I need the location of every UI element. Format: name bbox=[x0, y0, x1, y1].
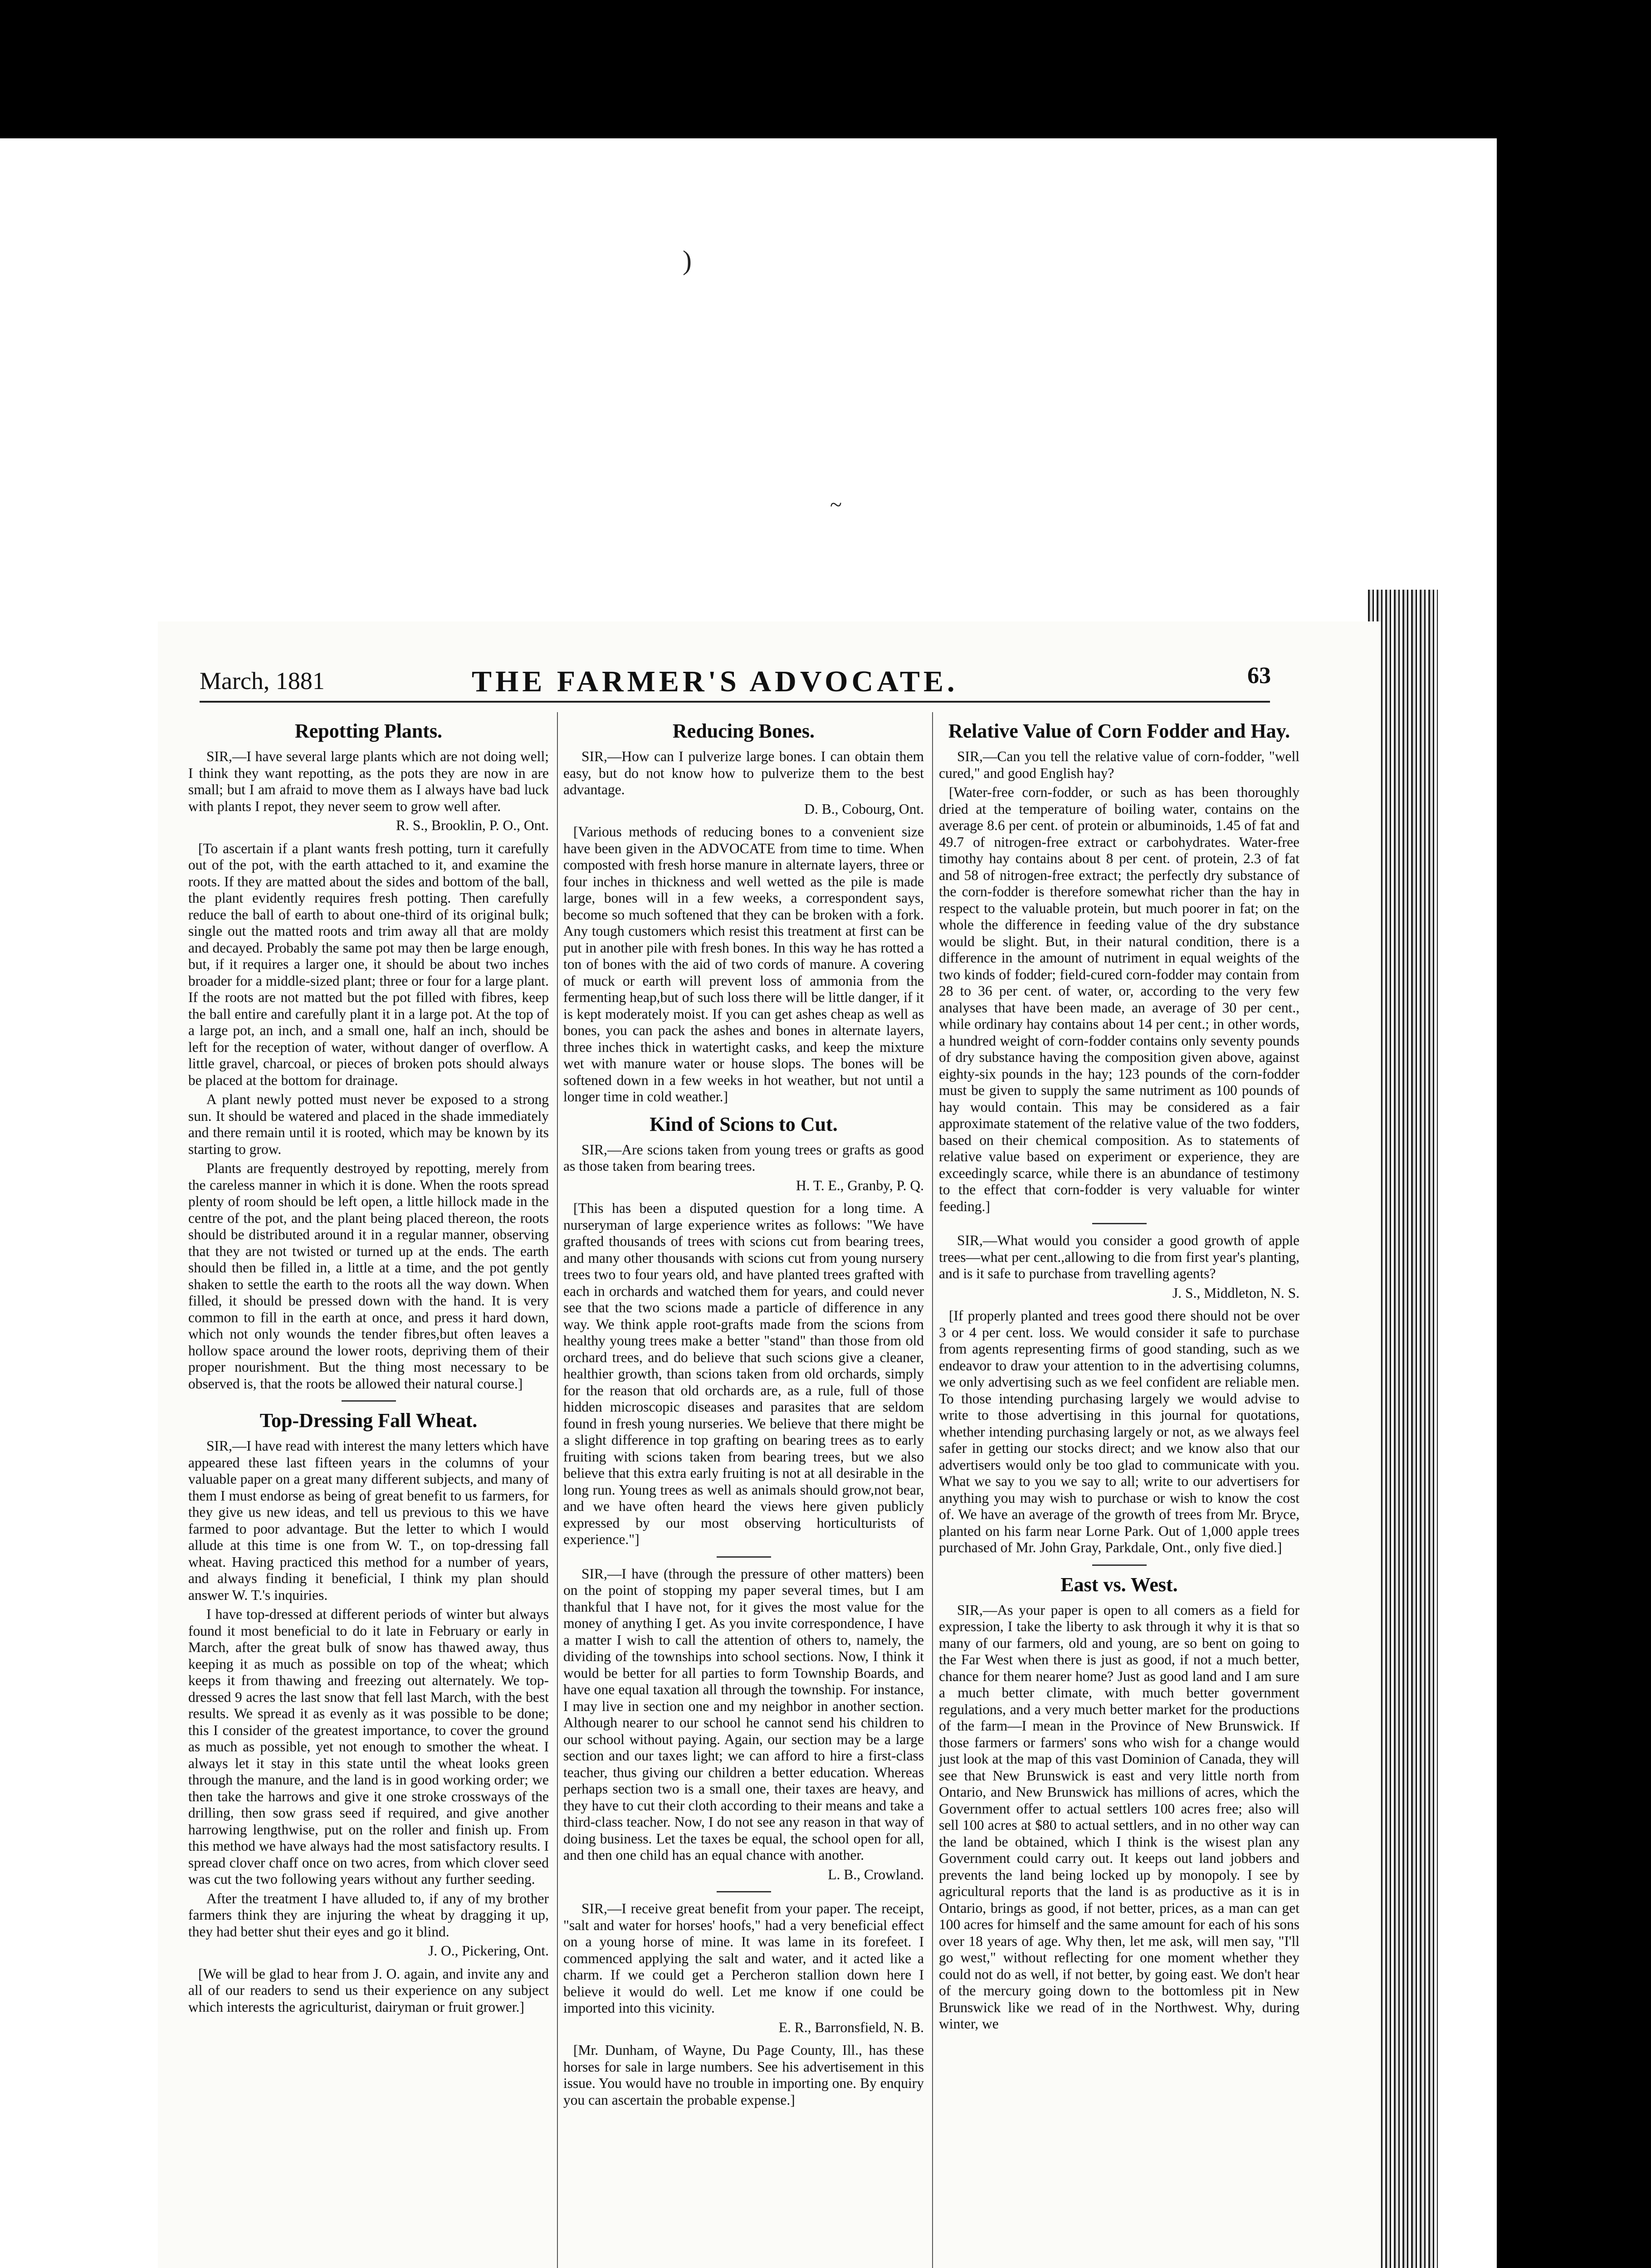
signature: R. S., Brooklin, P. O., Ont. bbox=[396, 817, 549, 833]
letter-text: SIR,—I receive great benefit from your paper. The receipt, "salt and water for horses' hoofs," had a very beneficial effect on a young horse of mine. It was lame in its forefeet. I commenced applying the salt and water, and it acted like a charm. If we could get a Percheron stallion down here I believe it would do well. Let me know if one could be imported into this vicinity. bbox=[563, 1901, 924, 2016]
letter-text: SIR,—I have (through the pressure of other matters) been on the point of stopping my paper several times, but I am thankful that I have not, for it gives the most value for the money of anything I get. As you invite correspondence, I have a matter I wish to call the attention of others to, namely, the dividing of the townships into school sections. Now, I think it would be better for all parties to form Township Boards, and have one equal taxation all through the township. For instance, I may live in section one and my neighbor in another section. Although nearer to our school he cannot send his children to our school without paying. Again, our section may be a large section and our taxes light; we can afford to hire a first-class teacher, thus giving our children a better education. Whereas perhaps section two is a small one, their taxes are heavy, and they have to cut their cloth according to their means and take a third-class teacher. Now, I do not see any reason in that way of doing business. Let the taxes be equal, the school open for all, and then one child has an equal chance with another. bbox=[563, 1565, 924, 1863]
section-rule bbox=[717, 1891, 771, 1892]
column-1 bbox=[188, 712, 549, 2018]
editor-reply: [To ascertain if a plant wants fresh potting, turn it carefully out of the pot, with the earth attached to it, and examine the roots. If they are matted about the sides and bottom of the ball, the plant evidently requires fresh potting. Then carefully reduce the ball of earth to about one-third of its original bulk; single out the matted roots and trim away all that are moldy and decayed. Probably the same pot may then be large enough, but, if it requires a larger one, it should be about two inches broader for a middle-sized plant; three or four for a large plant. If the roots are not matted but the pot filled with fibres, keep the ball entire and carefully plant it in a large pot. At the top of a large pot, an inch, and a small one, half an inch, should be left for the reception of water, without danger of overflow. A little gravel, charcoal, or pieces of broken pots should always be placed at the bottom for drainage. bbox=[188, 840, 549, 1088]
letter-text: SIR,—I have read with interest the many letters which have appeared these last fifteen years in the columns of your valuable paper on a great many different subjects, and many of them I must endorse as being of great benefit to us farmers, for they give us new ideas, and tell us previous to this we have farmed to poor advantage. But the letter to which I would allude at this time is one from W. T., on top-dressing fall wheat. Having practiced this method for a number of years, and always finding it beneficial, I think my plan should answer W. T.'s inquiries. bbox=[188, 1438, 549, 1603]
article-title: East vs. West. bbox=[1060, 1573, 1178, 1596]
letter-text: SIR,—I have several large plants which are not doing well; I think they want repotting, as the pots they are now in are small; but I am afraid to move them as I always have bad luck with plants I repot, they never seem to grow well after. bbox=[188, 748, 549, 814]
masthead-title: THE FARMER'S ADVOCATE. bbox=[472, 665, 958, 698]
editor-reply: [Water-free corn-fodder, or such as has been thoroughly dried at the temperature of boiling water, contains on the average 8.6 per cent. of protein or albuminoids, 1.45 of fat and 49.7 of nitrogen-free extract or carbohydrates. Water-free timothy hay contains about 8 per cent. of protein, 2.3 of fat and 58 of nitrogen-free extract; the perfectly dry substance of the corn-fodder is therefore somewhat richer than the hay in respect to the valuable protein, but much poorer in fat; on the whole the difference in feeding value of the dry substance would be slight. But, in their natural condition, there is a difference in the amount of nutriment in equal weights of the two kinds of fodder; field-cured corn-fodder may contain from 28 to 36 per cent. of water, or, according to the very few analyses that have been made, an average of 30 per cent., while ordinary hay contains about 14 per cent.; in other words, a hundred weight of corn-fodder contains only seventy pounds of dry substance having the composition given above, against eighty-six pounds in the hay; 123 pounds of the corn-fodder must be given to supply the same nutriment as 100 pounds of hay would contain. This may be considered as a fair approximate statement of the relative value of the two fodders, based on their chemical composition. As to statements of relative value based on experiment or experience, they are exceedingly scarce, while there is an abundance of testimony to the effect that corn-fodder is very valuable for winter feeding.] bbox=[939, 784, 1299, 1214]
letter-text: SIR,—Are scions taken from young trees or grafts as good as those taken from bearing trees. bbox=[563, 1141, 924, 1174]
letter-text: SIR,—Can you tell the relative value of corn-fodder, "well cured," and good English hay? bbox=[939, 748, 1299, 781]
signature: D. B., Cobourg, Ont. bbox=[804, 801, 924, 817]
editor-reply: [If properly planted and trees good there should not be over 3 or 4 per cent. loss. We would consider it safe to purchase from agents representing firms of good standing, such as we endeavor to draw your attention to in the advertising columns, we only advertising such as we feel confident are reliable men. To those intending purchasing largely we would advise to write to those advertising in this journal for quotations, whether intending purchasing largely or not, as we always feel safer in getting our stocks direct; and we know also that our advertisers would only be too glad to communicate with you. What we say to you we say to all; write to our advertisers for anything you may wish to purchase or wish to know the cost of. We have an average of the growth of trees from Mr. Bryce, planted on his farm near Lorne Park. Out of 1,000 apple trees purchased of Mr. John Gray, Parkdale, Ont., only five died.] bbox=[939, 1308, 1299, 1555]
letter-text: SIR,—As your paper is open to all comers as a field for expression, I take the liberty to ask through it why it is that so many of our farmers, old and young, are so bent on going to the Far West when there is just as good, if not a much better, chance for them nearer home? Just as good land and I am sure a much better climate, with much better government regulations, and a very much better market for the productions of the farm—I mean in the Province of New Brunswick. If those farmers or farmers' sons who wish for a change would just look at the map of this vast Dominion of Canada, they will see that New Brunswick is east and very little north from Ontario, and New Brunswick has millions of acres, which the Government offer to actual settlers 100 acres free; also will sell 100 acres at $80 to actual settlers, and in no other way can the land be obtained, which I think is the wisest plan any Government could carry out. It keeps out land jobbers and prevents the land being locked up by monopoly. I see by agricultural reports that the land is as productive as it is in Ontario, brings as good, if not better, prices, as a man can get 100 acres for himself and the same amount for each of his sons over 18 years of age. Why then, let me ask, will men say, "I'll go west," without reflecting for one moment whether they could not do as well, if not better, by going east. We don't hear of the mercury going down to the bottomless pit in New Brunswick like we read of in the Northwest. Why, during winter, we bbox=[939, 1602, 1299, 2032]
article-title: Relative Value of Corn Fodder and Hay. bbox=[948, 720, 1290, 742]
section-rule bbox=[1092, 1223, 1147, 1224]
column-2 bbox=[563, 712, 924, 2111]
ink-mark: ~ bbox=[830, 493, 842, 517]
editor-reply: [Various methods of reducing bones to a convenient size have been given in the ADVOCATE from time to time. When composted with fresh horse manure in alternate layers, three or four inches in thickness and well wetted as the pile is made large, bones will in a few weeks, a correspondent says, become so much softened that they can be broken with a fork. Any tough customers which resist this treatment at first can be put in another pile with fresh bones. In this way he has rotted a ton of bones with the aid of two cords of manure. A covering of muck or earth will prevent loss of ammonia from the fermenting heap,but of such loss there will be little danger, if it is kept moderately moist. If you can get ashes cheap as well as bones, you can pack the ashes and bones in alternate layers, three inches thick in watertight casks, and keep the mixture wet with manure water or house slops. The bones will be softened down in a few weeks in hot weather, but not until a longer time in cold weather.] bbox=[563, 824, 924, 1105]
signature: E. R., Barronsfield, N. B. bbox=[778, 2019, 924, 2035]
section-rule bbox=[717, 1556, 771, 1558]
article-title: Repotting Plants. bbox=[294, 720, 443, 742]
article-title: Reducing Bones. bbox=[673, 720, 815, 742]
editor-reply: [Mr. Dunham, of Wayne, Du Page County, Ill., has these horses for sale in large numbers. See his advertisement in this issue. You would have no trouble in importing one. By enquiry you can ascertain the probable expense.] bbox=[563, 2042, 924, 2108]
signature: L. B., Crowland. bbox=[828, 1866, 924, 1882]
column-divider bbox=[932, 712, 933, 2268]
column-divider bbox=[557, 712, 558, 2268]
article-title: Top-Dressing Fall Wheat. bbox=[259, 1409, 478, 1432]
letter-text: SIR,—What would you consider a good growth of apple trees—what per cent.,allowing to die from first year's planting, and is it safe to purchase from travelling agents? bbox=[939, 1232, 1299, 1281]
section-rule bbox=[1092, 1564, 1147, 1566]
editor-reply: Plants are frequently destroyed by repotting, merely from the careless manner in which it is done. When the roots spread plenty of room should be left open, a little hillock made in the centre of the pot, and the plant being placed thereon, the roots should be distributed around it in a regular manner, observing that they are not twisted or turned up at the ends. The earth should then be filled in, a little at a time, and the pot gently shaken to settle the earth to the roots all the way down. When filled, it should be pressed down with the hand. It is very common to fill in the earth at once, and press it hard down, which not only wounds the tender fibres,but often leaves a hollow space around the lower roots, depriving them of their proper nourishment. But the thing most necessary to be observed is, that the roots be allowed their natural course.] bbox=[188, 1160, 549, 1392]
page-number: 63 bbox=[1247, 663, 1271, 689]
editor-reply: A plant newly potted must never be exposed to a strong sun. It should be watered and placed in the shade immediately and there remain until it is rooted, which may be known by its starting to grow. bbox=[188, 1091, 549, 1157]
article-title: Kind of Scions to Cut. bbox=[650, 1113, 838, 1135]
signature: H. T. E., Granby, P. Q. bbox=[796, 1177, 924, 1193]
editor-reply: [We will be glad to hear from J. O. again, and invite any and all of our readers to send us their experience on any subject which interests the agriculturist, dairyman or fruit grower.] bbox=[188, 1965, 549, 2015]
editor-reply: [This has been a disputed question for a long time. A nurseryman of large experience writes as follows: "We have grafted thousands of trees with scions cut from bearing trees, and many other thousands with scions cut from young nursery trees two to four years old, and have planted trees grafted with each in orchards and watched them for years, and could never see that the two scions made a particle of difference in any way. We think apple root-grafts made from the scions from healthy young trees make a better "stand" than those from old orchard trees, and do believe that such scions give a cleaner, healthier growth, than scions taken from old orchards, simply for the reason that old orchards are, as a rule, full of those hidden microscopic diseases and parasites that are seldom found in fresh young nurseries. We believe that there might be a slight difference in top grafting on bearing trees as to early fruiting with scions taken from bearing trees, but we also believe that this extra early fruiting is not at all desirable in the long run. Young trees as well as animals should grow,not bear, and we have often heard the views here given publicly expressed by our most observing horticulturists of experience."] bbox=[563, 1200, 924, 1547]
column-3 bbox=[939, 712, 1299, 2035]
section-rule bbox=[342, 1400, 396, 1402]
letter-text: I have top-dressed at different periods of winter but always found it most beneficial to do it late in February or early in March, after the great bulk of snow has thawed away, thus keeping it as much as possible on top of the wheat; which keeps it from thawing and freezing out alternately. We top-dressed 9 acres the last snow that fell last March, with the best results. We spread it as evenly as it was possible to be done; this I consider of the greatest importance, to cover the ground as much as possible, yet not enough to smother the wheat. I always let it stay in this state until the wheat looks green through the manure, and the land is in good working order; we then take the harrows and give it one stroke crossways of the drilling, then sow grass seed if required, and give another harrowing lengthwise, put on the roller and finish up. From this method we have always had the most satisfactory results. I spread clover chaff once on two acres, from which clover seed was cut the two following years without any further seeding. bbox=[188, 1606, 549, 1887]
issue-date: March, 1881 bbox=[200, 667, 325, 694]
header-rule bbox=[200, 701, 1270, 703]
signature: J. O., Pickering, Ont. bbox=[428, 1943, 549, 1959]
signature: J. S., Middleton, N. S. bbox=[1172, 1285, 1299, 1301]
letter-text: SIR,—How can I pulverize large bones. I can obtain them easy, but do not know how to pulverize them to the best advantage. bbox=[563, 748, 924, 797]
letter-text: After the treatment I have alluded to, if any of my brother farmers think they are injuring the wheat by dragging it up, they had better shut their eyes and go it blind. bbox=[188, 1890, 549, 1940]
ink-mark: ) bbox=[683, 245, 692, 275]
